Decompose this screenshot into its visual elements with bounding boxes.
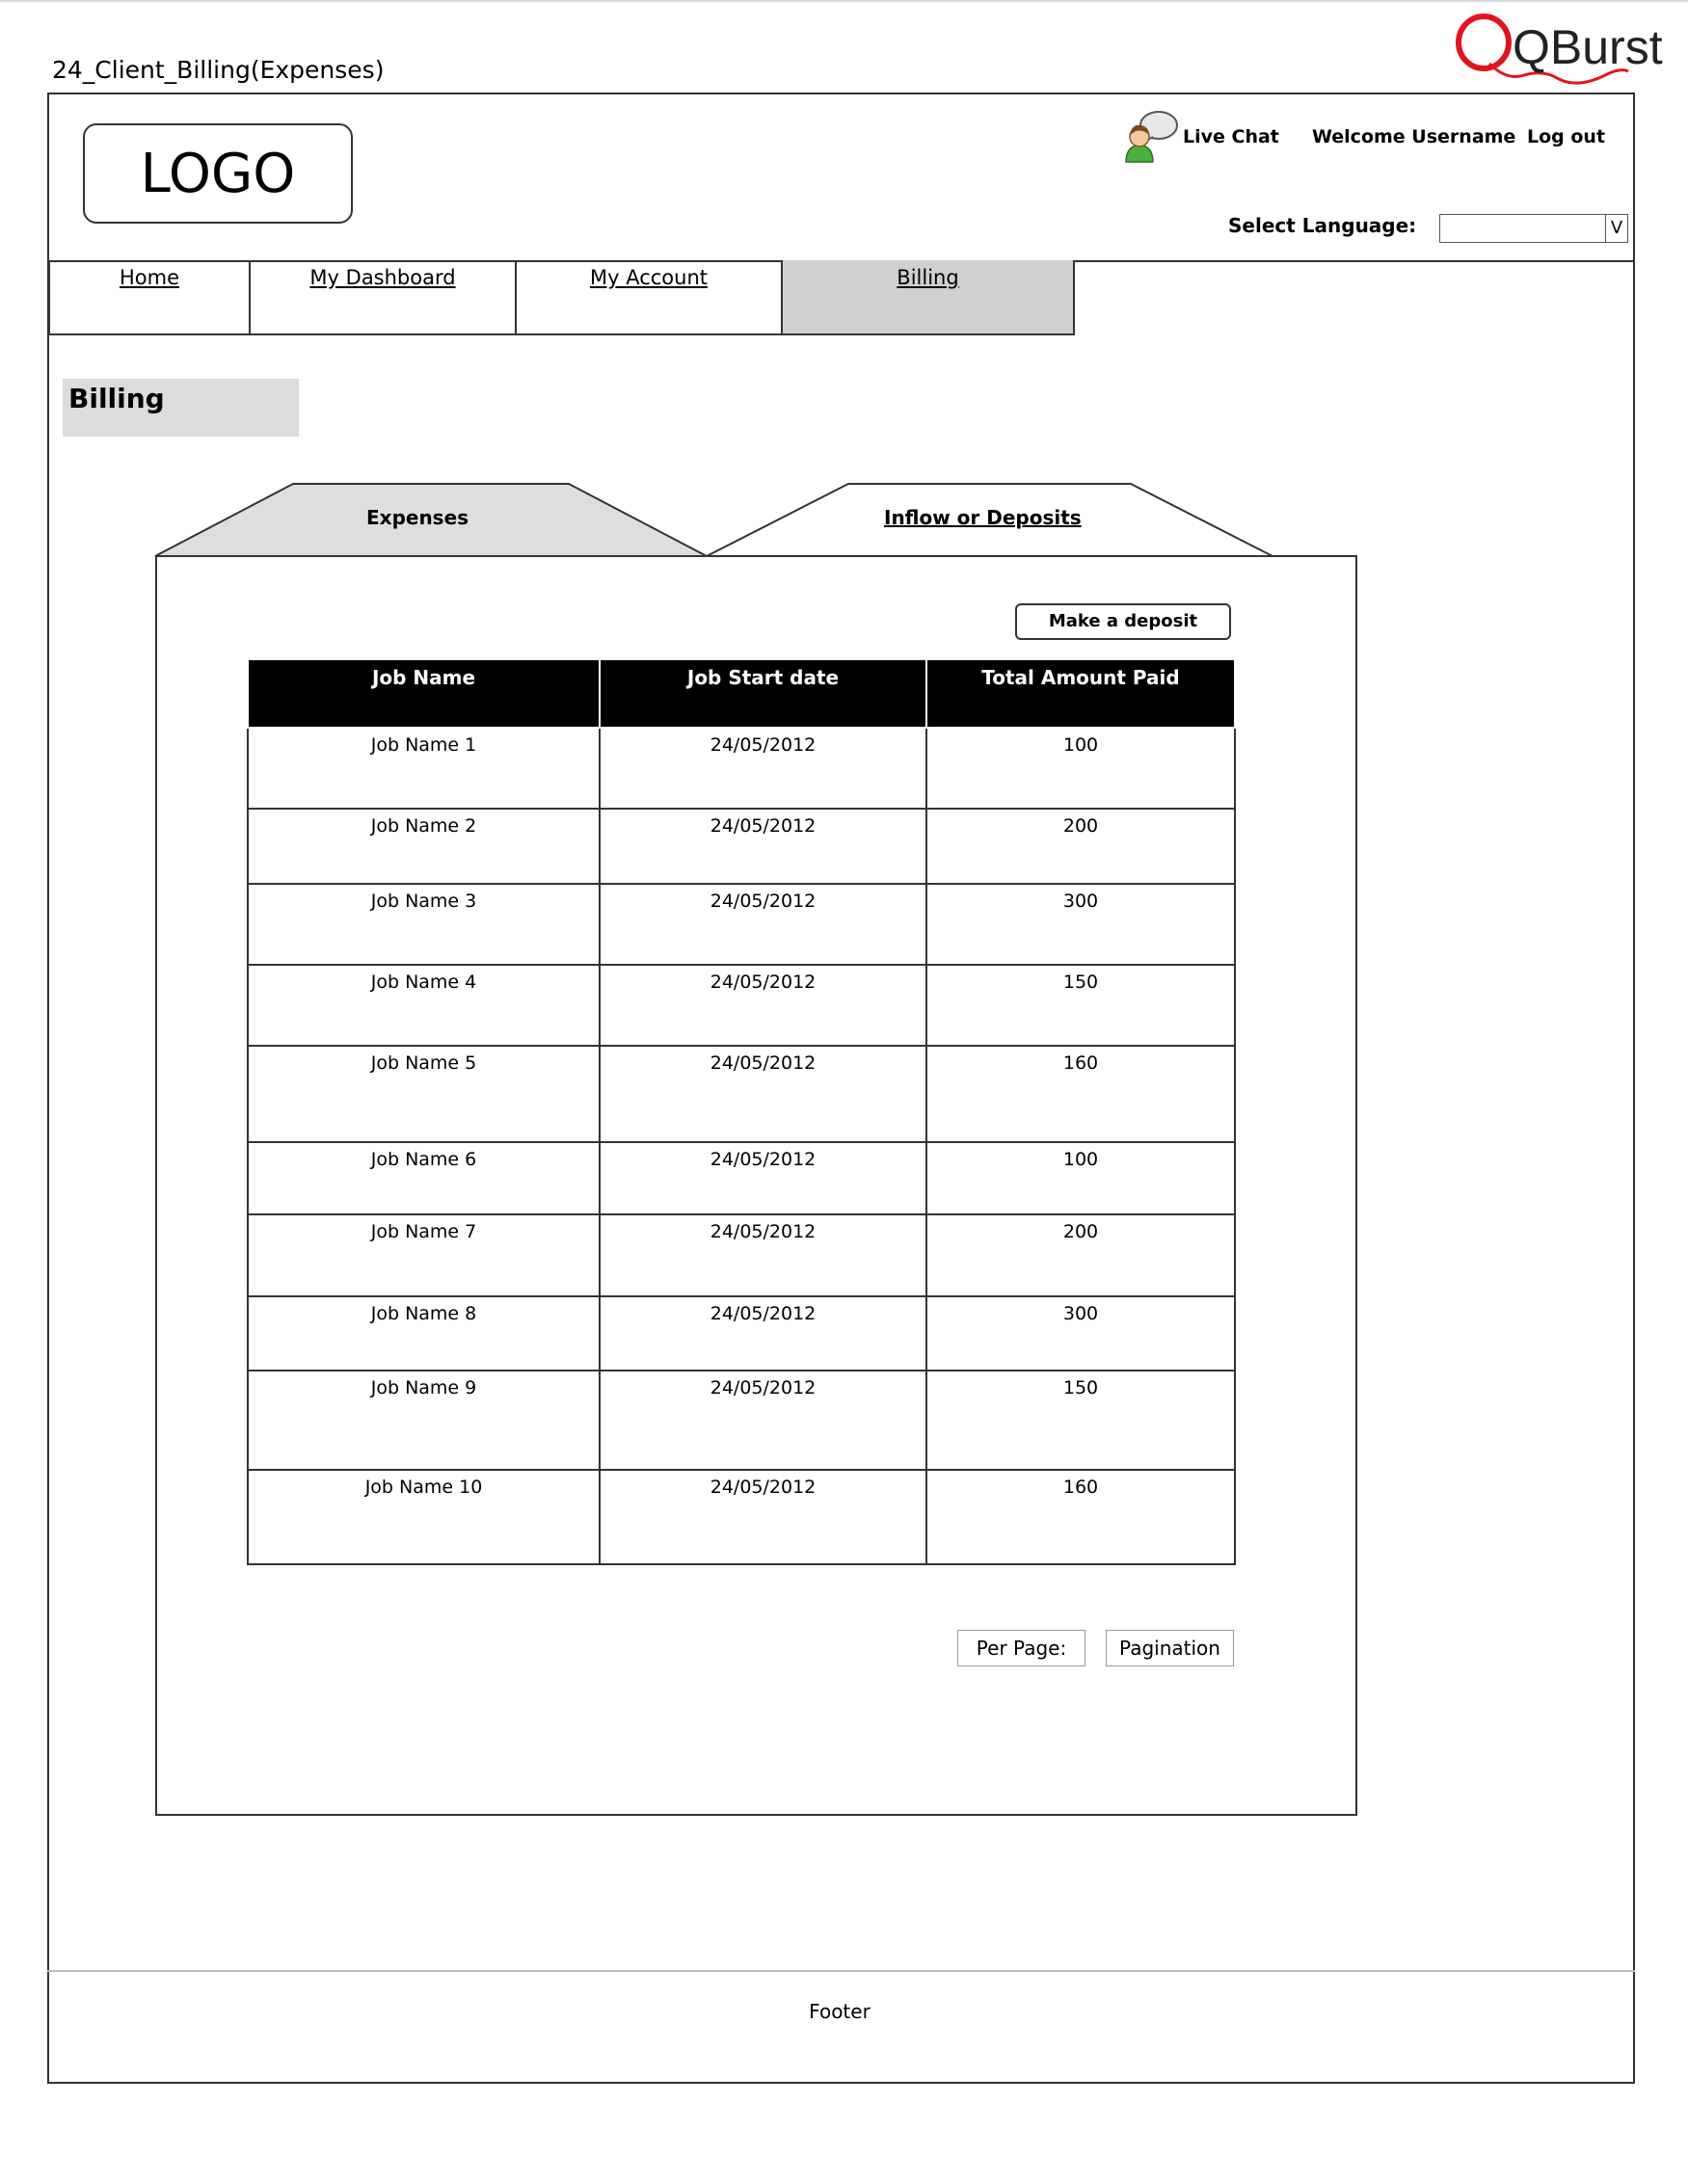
nav-my-dashboard-label: My Dashboard [309, 266, 456, 289]
table-row[interactable] [248, 1371, 1235, 1470]
top-border [0, 0, 1688, 2]
per-page-select[interactable]: Per Page: [957, 1630, 1085, 1666]
page-title: 24_Client_Billing(Expenses) [52, 56, 385, 84]
nav-my-account[interactable] [515, 260, 783, 335]
job-start-date-cell: 24/05/2012 [600, 1371, 926, 1470]
nav-home[interactable] [48, 260, 251, 335]
table-row[interactable] [248, 1470, 1235, 1564]
column-header[interactable]: Total Amount Paid [926, 659, 1235, 728]
make-deposit-button[interactable]: Make a deposit [1015, 603, 1231, 640]
table-row[interactable] [248, 728, 1235, 809]
job-start-date-cell: 24/05/2012 [600, 1142, 926, 1214]
job-start-date-cell: 24/05/2012 [600, 809, 926, 884]
nav-billing[interactable] [781, 260, 1075, 335]
amount-paid-cell: 300 [926, 1296, 1235, 1371]
amount-paid-cell: 100 [926, 728, 1235, 809]
amount-paid-cell: 100 [926, 1142, 1235, 1214]
brand-text: QBurst [1513, 20, 1663, 74]
amount-paid-cell: 200 [926, 809, 1235, 884]
tab-inflow-deposits[interactable]: Inflow or Deposits [884, 506, 1082, 529]
language-label: Select Language: [1228, 214, 1417, 237]
section-title: Billing [63, 379, 299, 437]
job-name-cell: Job Name 8 [248, 1296, 600, 1371]
table-row[interactable] [248, 1046, 1235, 1142]
amount-paid-cell: 200 [926, 1214, 1235, 1296]
amount-paid-cell: 160 [926, 1046, 1235, 1142]
amount-paid-cell: 150 [926, 965, 1235, 1046]
language-select[interactable] [1439, 214, 1628, 243]
job-name-cell: Job Name 5 [248, 1046, 600, 1142]
site-logo: LOGO [83, 123, 353, 224]
amount-paid-cell: 160 [926, 1470, 1235, 1564]
table-row[interactable] [248, 965, 1235, 1046]
job-start-date-cell: 24/05/2012 [600, 884, 926, 965]
job-name-cell: Job Name 2 [248, 809, 600, 884]
welcome-text: Welcome Username [1312, 126, 1516, 147]
job-start-date-cell: 24/05/2012 [600, 1296, 926, 1371]
table-row[interactable] [248, 1296, 1235, 1371]
live-chat-link[interactable]: Live Chat [1183, 126, 1279, 147]
nav-home-label: Home [119, 266, 179, 289]
job-name-cell: Job Name 10 [248, 1470, 600, 1564]
chevron-down-icon[interactable]: V [1605, 215, 1627, 242]
pagination-control[interactable]: Pagination [1106, 1630, 1234, 1666]
column-header[interactable]: Job Start date [600, 659, 926, 728]
footer-divider [47, 1970, 1635, 1972]
job-start-date-cell: 24/05/2012 [600, 1470, 926, 1564]
column-header[interactable]: Job Name [248, 659, 600, 728]
job-start-date-cell: 24/05/2012 [600, 965, 926, 1046]
tab-expenses[interactable]: Expenses [366, 506, 469, 529]
nav-billing-label: Billing [897, 266, 959, 289]
qburst-logo [1451, 8, 1663, 87]
job-name-cell: Job Name 4 [248, 965, 600, 1046]
table-row[interactable] [248, 1214, 1235, 1296]
job-name-cell: Job Name 7 [248, 1214, 600, 1296]
live-chat-icon[interactable] [1122, 108, 1180, 164]
table-row[interactable] [248, 884, 1235, 965]
job-name-cell: Job Name 6 [248, 1142, 600, 1214]
expenses-table [247, 658, 1236, 1565]
job-start-date-cell: 24/05/2012 [600, 1214, 926, 1296]
logout-link[interactable]: Log out [1527, 126, 1606, 147]
footer: Footer [809, 2000, 871, 2023]
table-row[interactable] [248, 809, 1235, 884]
table-row[interactable] [248, 1142, 1235, 1214]
job-name-cell: Job Name 1 [248, 728, 600, 809]
tab-strip [154, 482, 1359, 559]
job-name-cell: Job Name 3 [248, 884, 600, 965]
amount-paid-cell: 150 [926, 1371, 1235, 1470]
table-header-row [248, 659, 1235, 728]
nav-my-dashboard[interactable] [249, 260, 517, 335]
job-name-cell: Job Name 9 [248, 1371, 600, 1470]
amount-paid-cell: 300 [926, 884, 1235, 965]
job-start-date-cell: 24/05/2012 [600, 1046, 926, 1142]
job-start-date-cell: 24/05/2012 [600, 728, 926, 809]
nav-my-account-label: My Account [589, 266, 708, 289]
